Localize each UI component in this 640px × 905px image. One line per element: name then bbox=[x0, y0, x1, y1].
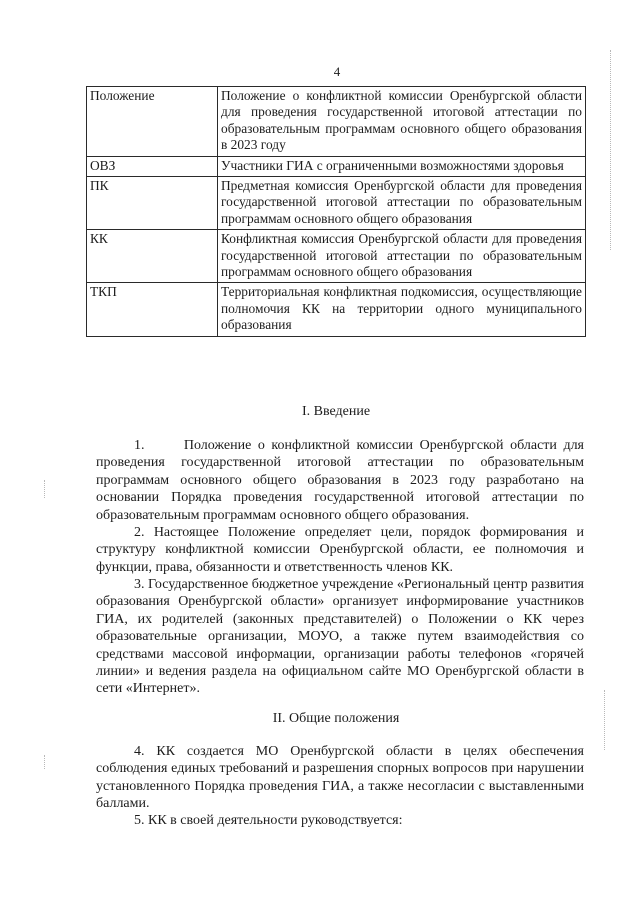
definition-cell: Предметная комиссия Оренбургской области для проведения государственной итоговой аттестации по образовательным программам основного общего образования bbox=[218, 177, 586, 230]
definition-cell: Положение о конфликтной комиссии Оренбургской области для проведения государственной итоговой аттестации по образовательным программам основного общего образования в 2023 году bbox=[218, 87, 586, 157]
paragraph-4: 4. КК создается МО Оренбургской области в целях обеспечения соблюдения единых требований и разрешения спорных вопросов при нарушении установленного Порядка проведения ГИА, а также несогласии с выставленными баллами. bbox=[96, 744, 584, 812]
definition-cell: Участники ГИА с ограниченными возможностями здоровья bbox=[218, 156, 586, 176]
table-row bbox=[87, 230, 586, 283]
table-row bbox=[87, 177, 586, 230]
scan-edge-marks bbox=[44, 755, 48, 769]
term-cell: Положение bbox=[87, 87, 218, 157]
scan-edge-marks bbox=[610, 50, 614, 250]
paragraph-text: Положение о конфликтной комиссии Оренбургской области для проведения государственной итоговой аттестации по образовательным программам основного общего образования в 2023 году разработано на основании Порядка проведения государственной итоговой аттестации по образовательным программам основного общего образования. bbox=[96, 438, 584, 523]
scan-edge-marks bbox=[604, 690, 608, 750]
table-row bbox=[87, 87, 586, 157]
paragraph-number: 1. bbox=[134, 438, 145, 453]
paragraph-3: 3. Государственное бюджетное учреждение «Региональный центр развития образования Оренбургской области» организует информирование участников ГИА, их родителей (законных представителей) о Положении о КК через образовательные организации, МОУО, а также путем взаимодействия со средствами массовой информации, организации работы телефонов «горячей линии» и ведения раздела на официальном сайте МО Оренбургской области в сети «Интернет». bbox=[96, 577, 584, 697]
table-row bbox=[87, 156, 586, 176]
paragraph-2: 2. Настоящее Положение определяет цели, порядок формирования и структуру конфликтной комиссии Оренбургской области, ее полномочия и функции, права, обязанности и ответственность членов КК. bbox=[96, 525, 584, 575]
table-row bbox=[87, 283, 586, 336]
page-number: 4 bbox=[333, 64, 341, 79]
paragraph-5: 5. КК в своей деятельности руководствуется: bbox=[134, 813, 403, 828]
abbreviations-table bbox=[86, 86, 586, 337]
term-cell: ТКП bbox=[87, 283, 218, 336]
definition-cell: Территориальная конфликтная подкомиссия, осуществляющие полномочия КК на территории одного муниципального образования bbox=[218, 283, 586, 336]
term-cell: ОВЗ bbox=[87, 156, 218, 176]
term-cell: ПК bbox=[87, 177, 218, 230]
term-cell: КК bbox=[87, 230, 218, 283]
paragraph-1 bbox=[96, 437, 584, 524]
scan-edge-marks bbox=[44, 480, 48, 498]
definition-cell: Конфликтная комиссия Оренбургской области для проведения государственной итоговой аттестации по образовательным программам основного общего образования bbox=[218, 230, 586, 283]
section-heading-general: II. Общие положения bbox=[272, 711, 400, 726]
section-heading-introduction: I. Введение bbox=[301, 404, 371, 419]
